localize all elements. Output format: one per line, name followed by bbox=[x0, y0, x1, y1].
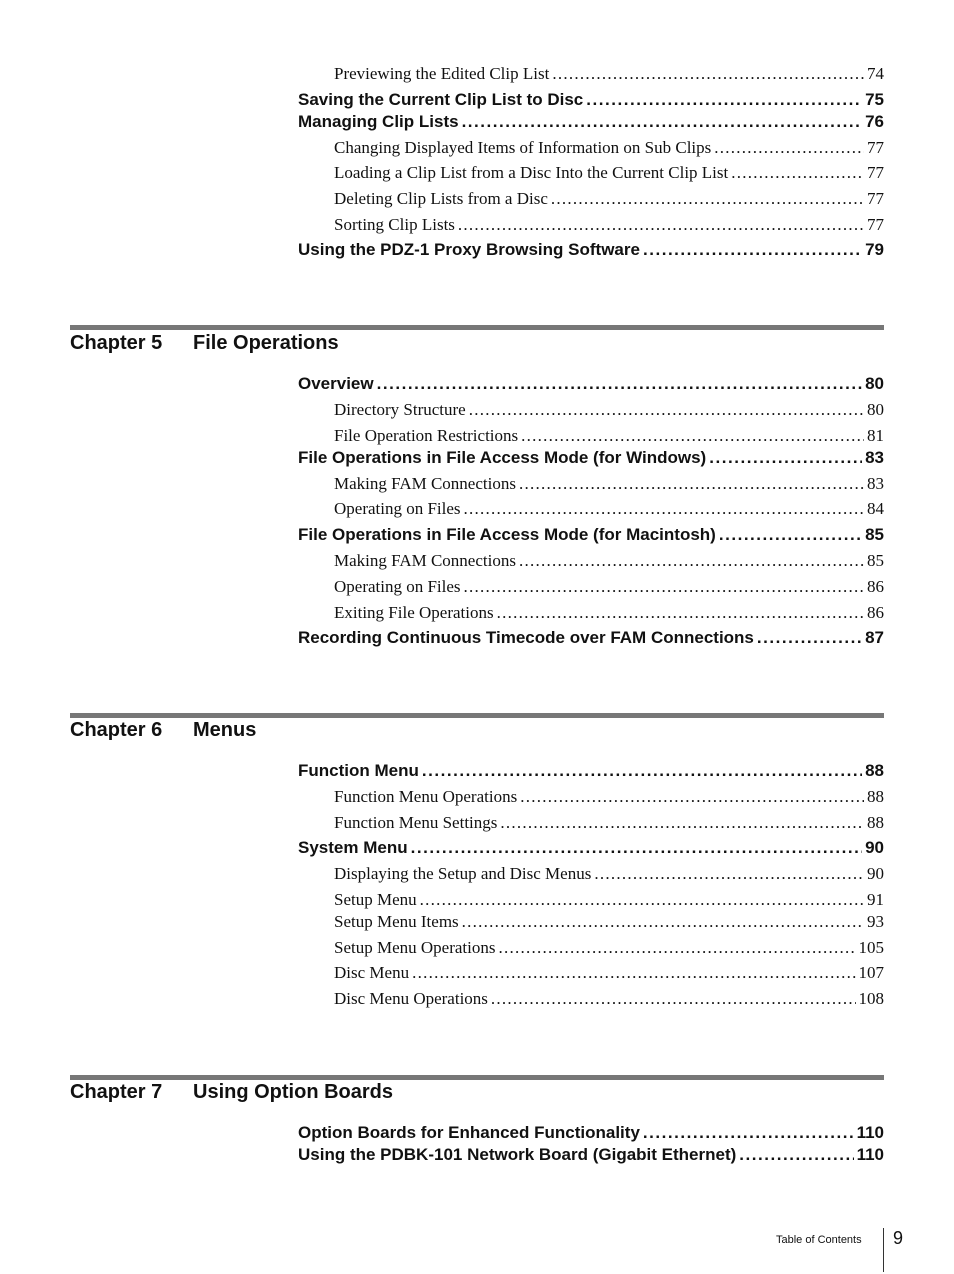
toc-entry[interactable] bbox=[298, 1145, 884, 1165]
toc-entry-title: Sorting Clip Lists bbox=[334, 215, 455, 234]
dot-leader bbox=[411, 838, 862, 858]
toc-entry[interactable] bbox=[298, 628, 884, 648]
toc-entry-title: Making FAM Connections bbox=[334, 551, 516, 570]
toc-entry[interactable] bbox=[298, 240, 884, 260]
toc-entry-page: 85 bbox=[865, 525, 884, 544]
page-number: 9 bbox=[893, 1228, 904, 1248]
toc-entry-page: 86 bbox=[867, 603, 884, 622]
chapter-divider bbox=[70, 713, 884, 718]
toc-entry-title: File Operations in File Access Mode (for Macintosh) bbox=[298, 525, 716, 544]
toc-entry-title: Function Menu bbox=[298, 761, 419, 780]
dot-leader bbox=[520, 787, 864, 807]
toc-entry-page: 110 bbox=[856, 1123, 884, 1142]
toc-entry-page: 77 bbox=[867, 163, 884, 182]
toc-entry[interactable] bbox=[298, 1123, 884, 1143]
toc-entry[interactable] bbox=[334, 963, 884, 983]
toc-entry-page: 88 bbox=[867, 813, 884, 832]
toc-entry-page: 81 bbox=[867, 426, 884, 445]
toc-entry-title: Previewing the Edited Clip List bbox=[334, 64, 550, 83]
toc-entry-page: 107 bbox=[858, 963, 884, 982]
chapter-title: File Operations bbox=[193, 332, 339, 354]
toc-entry-page: 110 bbox=[856, 1145, 884, 1164]
toc-entry-title: System Menu bbox=[298, 838, 408, 857]
chapter-number: Chapter 7 bbox=[70, 1081, 163, 1103]
toc-entry[interactable] bbox=[334, 577, 884, 597]
toc-entry[interactable] bbox=[334, 64, 884, 84]
toc-entry-title: Deleting Clip Lists from a Disc bbox=[334, 189, 548, 208]
dot-leader bbox=[469, 400, 864, 420]
toc-entry-page: 77 bbox=[867, 189, 884, 208]
toc-entry[interactable] bbox=[334, 603, 884, 623]
toc-entry[interactable] bbox=[298, 374, 884, 394]
dot-leader bbox=[714, 138, 864, 158]
chapter-heading bbox=[70, 332, 339, 355]
chapter-heading bbox=[70, 1081, 393, 1104]
toc-entry[interactable] bbox=[298, 838, 884, 858]
toc-entry-page: 75 bbox=[865, 90, 884, 109]
toc-entry-page: 108 bbox=[858, 989, 884, 1008]
dot-leader bbox=[709, 448, 862, 468]
dot-leader bbox=[498, 938, 855, 958]
chapter-number: Chapter 5 bbox=[70, 332, 163, 354]
dot-leader bbox=[491, 989, 856, 1009]
toc-entry[interactable] bbox=[334, 912, 884, 932]
toc-entry[interactable] bbox=[334, 215, 884, 235]
toc-entry[interactable] bbox=[334, 138, 884, 158]
chapter-number: Chapter 6 bbox=[70, 719, 163, 741]
chapter-divider bbox=[70, 325, 884, 330]
toc-entry[interactable] bbox=[298, 112, 884, 132]
dot-leader bbox=[643, 240, 862, 260]
toc-entry-page: 77 bbox=[867, 215, 884, 234]
toc-entry-page: 84 bbox=[867, 499, 884, 518]
toc-entry-page: 86 bbox=[867, 577, 884, 596]
dot-leader bbox=[377, 374, 862, 394]
toc-entry-page: 90 bbox=[867, 864, 884, 883]
toc-entry-title: Directory Structure bbox=[334, 400, 466, 419]
dot-leader bbox=[464, 499, 864, 519]
dot-leader bbox=[643, 1123, 854, 1143]
dot-leader bbox=[739, 1145, 853, 1165]
toc-entry[interactable] bbox=[334, 551, 884, 571]
toc-entry-title: Option Boards for Enhanced Functionality bbox=[298, 1123, 640, 1142]
toc-entry-page: 76 bbox=[865, 112, 884, 131]
dot-leader bbox=[422, 761, 862, 781]
toc-entry-title: Saving the Current Clip List to Disc bbox=[298, 90, 584, 109]
dot-leader bbox=[462, 112, 863, 132]
toc-entry[interactable] bbox=[334, 787, 884, 807]
toc-entry-page: 87 bbox=[865, 628, 884, 647]
toc-entry-title: Recording Continuous Timecode over FAM Connections bbox=[298, 628, 754, 647]
toc-entry[interactable] bbox=[334, 474, 884, 494]
dot-leader bbox=[412, 963, 855, 983]
dot-leader bbox=[420, 890, 864, 910]
toc-entry[interactable] bbox=[334, 938, 884, 958]
toc-entry-page: 83 bbox=[867, 474, 884, 493]
toc-entry-page: 83 bbox=[865, 448, 884, 467]
toc-entry-page: 91 bbox=[867, 890, 884, 909]
dot-leader bbox=[500, 813, 864, 833]
toc-entry-title: Setup Menu bbox=[334, 890, 417, 909]
toc-entry-title: Making FAM Connections bbox=[334, 474, 516, 493]
toc-entry-title: Disc Menu Operations bbox=[334, 989, 488, 1008]
toc-entry-title: Loading a Clip List from a Disc Into the Current Clip List bbox=[334, 163, 729, 182]
footer-divider bbox=[883, 1228, 884, 1272]
toc-entry[interactable] bbox=[334, 499, 884, 519]
toc-entry[interactable] bbox=[334, 864, 884, 884]
toc-entry-title: Changing Displayed Items of Information on Sub Clips bbox=[334, 138, 712, 157]
toc-entry-title: Setup Menu Operations bbox=[334, 938, 496, 957]
dot-leader bbox=[586, 90, 862, 110]
toc-entry[interactable] bbox=[334, 890, 884, 910]
toc-entry[interactable] bbox=[334, 189, 884, 209]
toc-entry[interactable] bbox=[334, 989, 884, 1009]
chapter-title: Menus bbox=[193, 719, 257, 741]
toc-entry-title: Overview bbox=[298, 374, 374, 393]
toc-entry-page: 79 bbox=[865, 240, 884, 259]
toc-entry[interactable] bbox=[334, 400, 884, 420]
toc-entry-page: 80 bbox=[865, 374, 884, 393]
toc-entry-title: Using the PDZ-1 Proxy Browsing Software bbox=[298, 240, 640, 259]
toc-entry-title: Operating on Files bbox=[334, 577, 461, 596]
dot-leader bbox=[462, 912, 864, 932]
dot-leader bbox=[519, 474, 864, 494]
toc-entry-title: Setup Menu Items bbox=[334, 912, 459, 931]
dot-leader bbox=[519, 551, 864, 571]
dot-leader bbox=[552, 64, 864, 84]
footer-section-label: Table of Contents bbox=[776, 1234, 862, 1246]
toc-entry-page: 93 bbox=[867, 912, 884, 931]
chapter-title: Using Option Boards bbox=[193, 1081, 393, 1103]
dot-leader bbox=[464, 577, 864, 597]
chapter-divider bbox=[70, 1075, 884, 1080]
dot-leader bbox=[521, 426, 864, 446]
toc-entry[interactable] bbox=[298, 448, 884, 468]
toc-entry[interactable] bbox=[334, 426, 884, 446]
toc-entry[interactable] bbox=[298, 525, 884, 545]
toc-entry-page: 88 bbox=[865, 761, 884, 780]
toc-entry-page: 74 bbox=[867, 64, 884, 83]
toc-entry-title: Displaying the Setup and Disc Menus bbox=[334, 864, 592, 883]
dot-leader bbox=[731, 163, 864, 183]
dot-leader bbox=[551, 189, 864, 209]
dot-leader bbox=[458, 215, 864, 235]
toc-entry-title: File Operations in File Access Mode (for Windows) bbox=[298, 448, 707, 467]
toc-entry-page: 105 bbox=[858, 938, 884, 957]
toc-entry[interactable] bbox=[334, 163, 884, 183]
toc-entry-page: 85 bbox=[867, 551, 884, 570]
toc-entry[interactable] bbox=[298, 90, 884, 110]
toc-entry-page: 80 bbox=[867, 400, 884, 419]
chapter-heading bbox=[70, 719, 256, 742]
toc-entry-title: File Operation Restrictions bbox=[334, 426, 519, 445]
toc-entry-title: Operating on Files bbox=[334, 499, 461, 518]
toc-entry-title: Managing Clip Lists bbox=[298, 112, 459, 131]
toc-entry-title: Using the PDBK-101 Network Board (Gigabit Ethernet) bbox=[298, 1145, 737, 1164]
dot-leader bbox=[719, 525, 862, 545]
toc-entry-title: Exiting File Operations bbox=[334, 603, 494, 622]
dot-leader bbox=[497, 603, 864, 623]
toc-entry-page: 90 bbox=[865, 838, 884, 857]
toc-entry-title: Disc Menu bbox=[334, 963, 410, 982]
dot-leader bbox=[757, 628, 862, 648]
toc-entry-page: 88 bbox=[867, 787, 884, 806]
toc-entry-title: Function Menu Operations bbox=[334, 787, 518, 806]
toc-entry[interactable] bbox=[334, 813, 884, 833]
toc-entry[interactable] bbox=[298, 761, 884, 781]
toc-entry-page: 77 bbox=[867, 138, 884, 157]
dot-leader bbox=[594, 864, 864, 884]
toc-entry-title: Function Menu Settings bbox=[334, 813, 498, 832]
